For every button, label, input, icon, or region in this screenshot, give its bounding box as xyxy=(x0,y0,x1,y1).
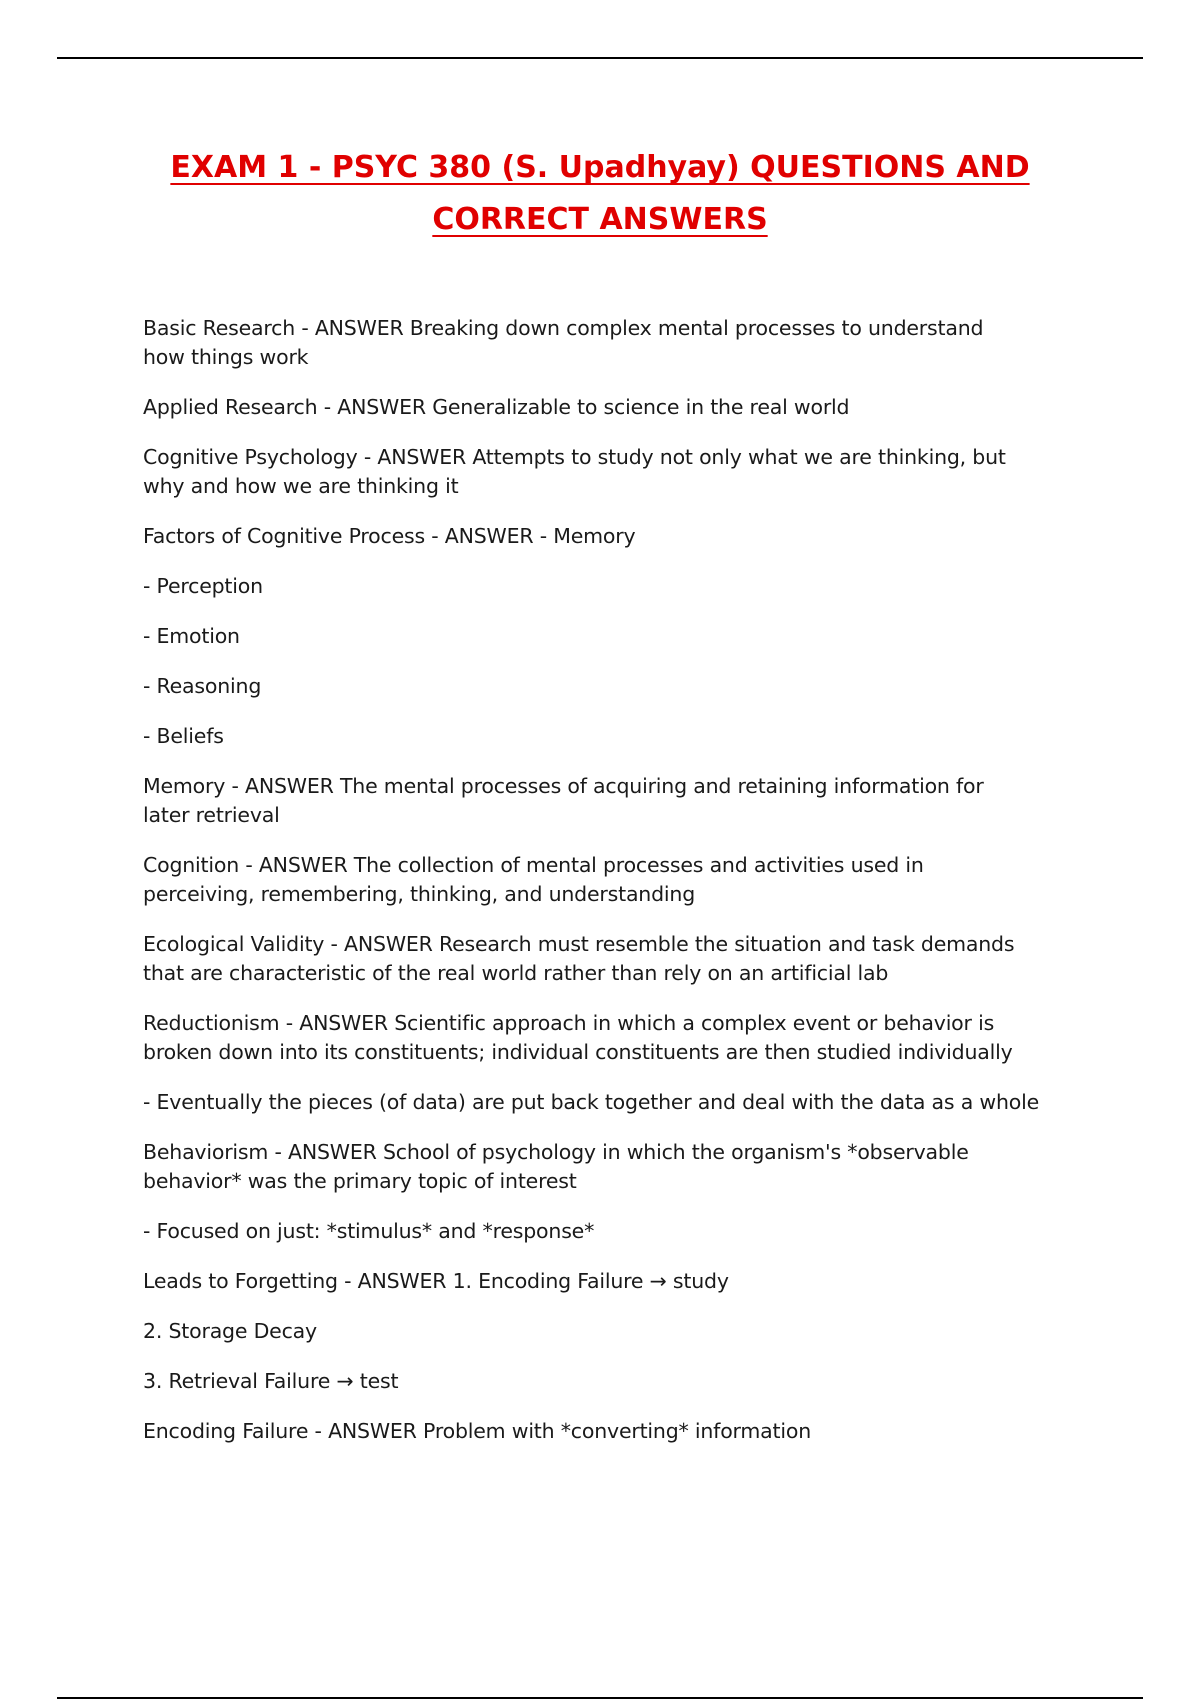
bottom-rule xyxy=(57,1697,1143,1699)
qa-item: Cognitive Psychology - ANSWER Attempts to study not only what we are thinking, but why and how we are thinking it xyxy=(143,445,1006,498)
qa-item: Ecological Validity - ANSWER Research must resemble the situation and task demands that are characteristic of the real world rather than rely on an artificial lab xyxy=(143,932,1015,985)
title-line-1: EXAM 1 - PSYC 380 (S. Upadhyay) QUESTIONS AND xyxy=(170,150,1030,185)
qa-item: Basic Research - ANSWER Breaking down complex mental processes to understand how things work xyxy=(143,316,984,369)
qa-item: - Reasoning xyxy=(143,674,262,698)
qa-item: Leads to Forgetting - ANSWER 1. Encoding Failure → study xyxy=(143,1269,729,1293)
qa-item: 2. Storage Decay xyxy=(143,1319,317,1343)
qa-item: - Emotion xyxy=(143,624,240,648)
document-title xyxy=(0,142,1200,246)
qa-item: Encoding Failure - ANSWER Problem with *converting* information xyxy=(143,1419,812,1443)
top-rule xyxy=(57,57,1143,59)
qa-list xyxy=(143,314,1093,1467)
title-line-2: CORRECT ANSWERS xyxy=(432,202,768,237)
qa-item: - Perception xyxy=(143,574,263,598)
qa-item: - Focused on just: *stimulus* and *response* xyxy=(143,1219,595,1243)
qa-item: Behaviorism - ANSWER School of psychology in which the organism's *observable behavior* was the primary topic of interest xyxy=(143,1140,969,1193)
qa-item: Memory - ANSWER The mental processes of acquiring and retaining information for later retrieval xyxy=(143,774,984,827)
qa-item: - Eventually the pieces (of data) are put back together and deal with the data as a whole xyxy=(143,1090,1040,1114)
qa-item: Reductionism - ANSWER Scientific approach in which a complex event or behavior is broken down into its constituents; individual constituents are then studied individually xyxy=(143,1011,1013,1064)
qa-item: Applied Research - ANSWER Generalizable to science in the real world xyxy=(143,395,850,419)
qa-item: 3. Retrieval Failure → test xyxy=(143,1369,399,1393)
qa-item: Cognition - ANSWER The collection of mental processes and activities used in perceiving, remembering, thinking, and understanding xyxy=(143,853,924,906)
qa-item: - Beliefs xyxy=(143,724,224,748)
qa-item: Factors of Cognitive Process - ANSWER - Memory xyxy=(143,524,636,548)
